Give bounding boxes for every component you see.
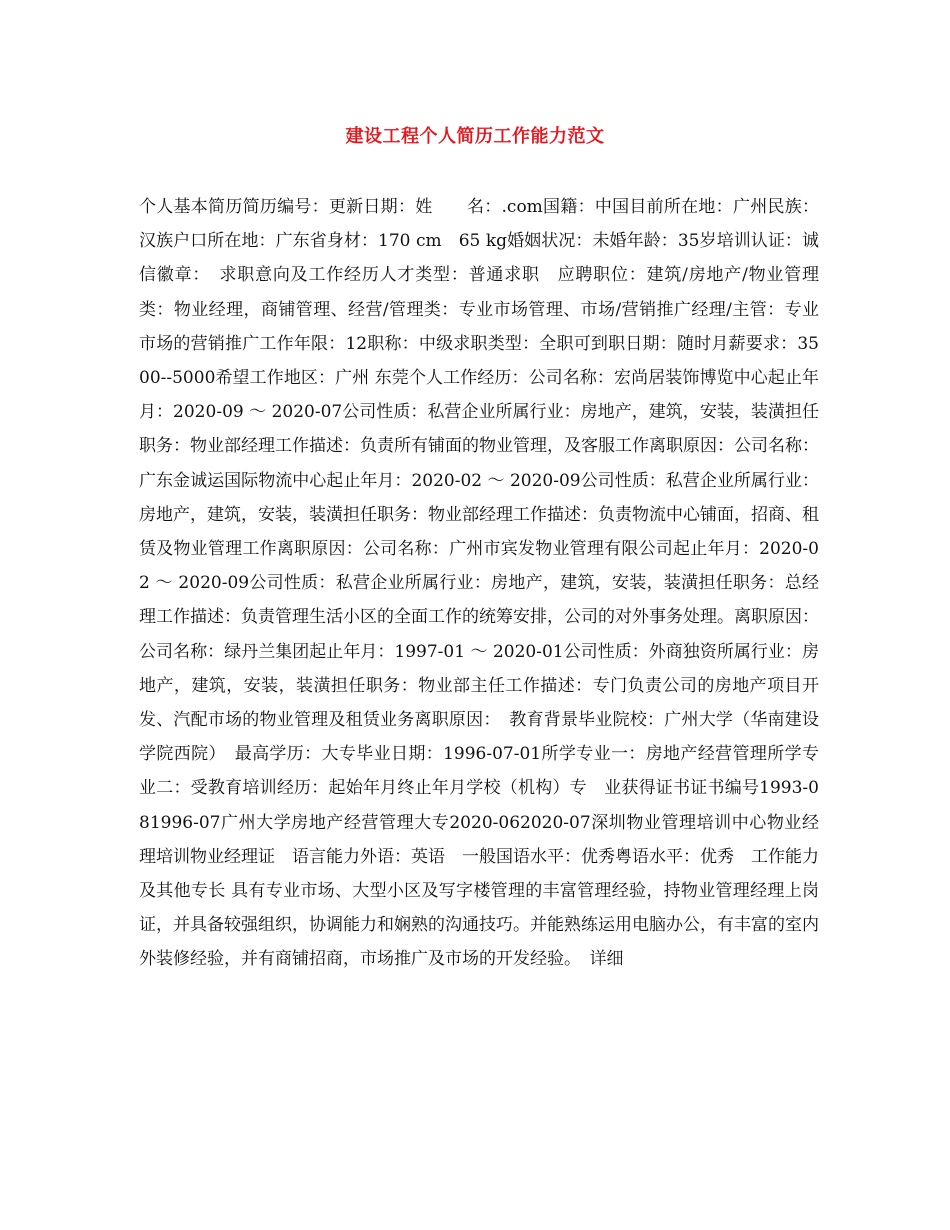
resume-body-text: 个人基本简历简历编号：更新日期：姓 名：.com国籍：中国目前所在地：广州民族：汉族户口所在地：广东省身材：170 cm 65 kg婚姻状况：未婚年龄：35岁培训认证：诚信徽章： 求职意向及工作经历人才类型：普通求职 应聘职位：建筑/房地产/物业管理类：物业经理，商铺管理、经营/管理类：专业市场管理、市场/营销推广经理/主管：专业市场的营销推广工作年限：12职称：中级求职类型：全职可到职日期：随时月薪要求：3500--5000希望工作地区：广州 东莞个人工作经历：公司名称：宏尚居装饰博览中心起止年月：2020-09 ～ 2020-07公司性质：私营企业所属行业：房地产，建筑，安装，装潢担任职务：物业部经理工作描述：负责所有铺面的物业管理，及客服工作离职原因：公司名称：广东金诚运国际物流中心起止年月：2020-02 ～ 2020-09公司性质：私营企业所属行业：房地产，建筑，安装，装潢担任职务：物业部经理工作描述：负责物流中心铺面，招商、租赁及物业管理工作离职原因：公司名称：广州市宾发物业管理有限公司起止年月：2020-02 ～ 2020-09公司性质：私营企业所属行业：房地产，建筑，安装，装潢担任职务：总经理工作描述：负责管理生活小区的全面工作的统筹安排，公司的对外事务处理。离职原因：公司名称：绿丹兰集团起止年月：1997-01 ～ 2020-01公司性质：外商独资所属行业：房地产，建筑，安装，装潢担任职务：物业部主任工作描述：专门负责公司的房地产项目开发、汽配市场的物业管理及租赁业务离职原因： 教育背景毕业院校：广州大学（华南建设学院西院） 最高学历：大专毕业日期：1996-07-01所学专业一：房地产经营管理所学专业二：受教育培训经历：起始年月终止年月学校（机构）专 业获得证书证书编号1993-081996-07广州大学房地产经营管理大专2020-062020-07深圳物业管理培训中心物业经理培训物业经理证 语言能力外语：英语 一般国语水平：优秀粤语水平：优秀 工作能力及其他专长 具有专业市场、大型小区及写字楼管理的丰富管理经验，持物业管理经理上岗证，并具备较强组织，协调能力和娴熟的沟通技巧。并能熟练运用电脑办公，有丰富的室内外装修经验，并有商铺招商，市场推广及市场的开发经验。 详细 <box>139 197 819 970</box>
document-title: 建设工程个人简历工作能力范文 <box>345 126 605 147</box>
